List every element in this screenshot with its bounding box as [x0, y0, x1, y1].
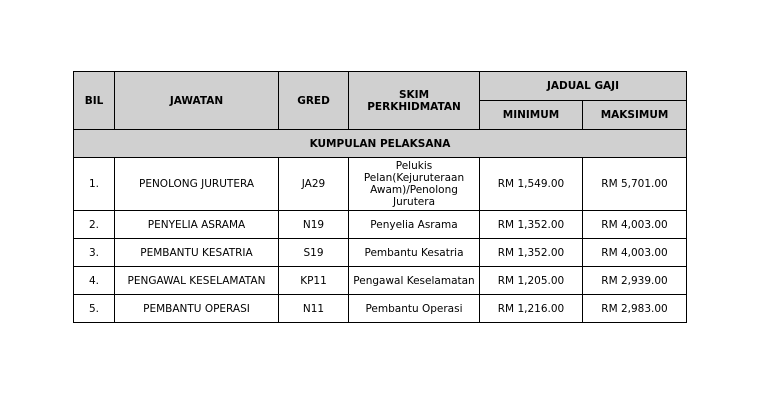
header-minimum: MINIMUM: [480, 101, 583, 130]
cell-gred: N11: [279, 295, 349, 323]
cell-jawatan: PEMBANTU OPERASI: [115, 295, 279, 323]
salary-table: [73, 71, 687, 323]
cell-bil: 1.: [74, 158, 115, 211]
cell-bil: 5.: [74, 295, 115, 323]
table-row: [74, 295, 687, 323]
cell-maksimum: RM 4,003.00: [583, 239, 687, 267]
header-bil: BIL: [74, 72, 115, 130]
cell-gred: KP11: [279, 267, 349, 295]
cell-skim: Pengawal Keselamatan: [349, 267, 480, 295]
cell-gred: JA29: [279, 158, 349, 211]
header-gred: GRED: [279, 72, 349, 130]
cell-bil: 3.: [74, 239, 115, 267]
group-row: [74, 130, 687, 158]
cell-skim: Pembantu Kesatria: [349, 239, 480, 267]
cell-skim: Pembantu Operasi: [349, 295, 480, 323]
cell-gred: N19: [279, 211, 349, 239]
cell-jawatan: PEMBANTU KESATRIA: [115, 239, 279, 267]
cell-minimum: RM 1,352.00: [480, 239, 583, 267]
table-row: [74, 239, 687, 267]
cell-bil: 4.: [74, 267, 115, 295]
cell-bil: 2.: [74, 211, 115, 239]
header-jawatan: JAWATAN: [115, 72, 279, 130]
cell-maksimum: RM 5,701.00: [583, 158, 687, 211]
table-row: [74, 158, 687, 211]
cell-jawatan: PENOLONG JURUTERA: [115, 158, 279, 211]
header-skim-perkhidmatan: SKIM PERKHIDMATAN: [349, 72, 480, 130]
cell-gred: S19: [279, 239, 349, 267]
cell-minimum: RM 1,205.00: [480, 267, 583, 295]
cell-minimum: RM 1,549.00: [480, 158, 583, 211]
cell-minimum: RM 1,352.00: [480, 211, 583, 239]
cell-maksimum: RM 2,939.00: [583, 267, 687, 295]
table-row: [74, 211, 687, 239]
cell-skim: Penyelia Asrama: [349, 211, 480, 239]
table-row: [74, 267, 687, 295]
cell-jawatan: PENGAWAL KESELAMATAN: [115, 267, 279, 295]
cell-skim: Pelukis Pelan(Kejuruteraan Awam)/Penolong Jurutera: [349, 158, 480, 211]
cell-minimum: RM 1,216.00: [480, 295, 583, 323]
group-label: KUMPULAN PELAKSANA: [74, 130, 687, 158]
cell-jawatan: PENYELIA ASRAMA: [115, 211, 279, 239]
header-maksimum: MAKSIMUM: [583, 101, 687, 130]
cell-maksimum: RM 4,003.00: [583, 211, 687, 239]
header-jadual-gaji: JADUAL GAJI: [480, 72, 687, 101]
cell-maksimum: RM 2,983.00: [583, 295, 687, 323]
header-row: [74, 72, 687, 101]
